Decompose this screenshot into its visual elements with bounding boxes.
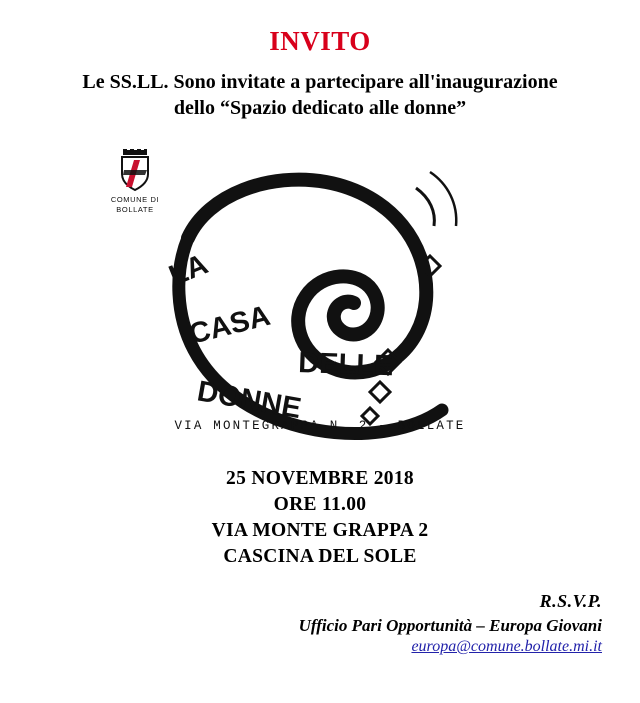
logo-text-line-2: BOLLATE bbox=[116, 205, 154, 214]
spiral-artwork-icon bbox=[130, 154, 510, 454]
invitation-subtitle bbox=[0, 69, 640, 121]
rsvp-office: Ufficio Pari Opportunità – Europa Giovani bbox=[298, 616, 602, 635]
event-details bbox=[0, 466, 640, 570]
artwork-word-casa: CASA bbox=[185, 299, 274, 351]
event-street: VIA MONTE GRAPPA 2 bbox=[211, 520, 429, 541]
subtitle-line-1: Le SS.LL. Sono invitate a partecipare all'inaugurazione bbox=[82, 71, 558, 93]
event-locality: CASCINA DEL SOLE bbox=[223, 546, 417, 567]
page-title: INVITO bbox=[269, 26, 371, 56]
event-time: ORE 11.00 bbox=[273, 494, 367, 515]
invitation-page bbox=[0, 26, 640, 703]
rsvp-block bbox=[299, 591, 602, 656]
artwork-word-delle: DELLE bbox=[297, 347, 394, 383]
artwork-word-la: LA bbox=[164, 248, 213, 293]
artwork-word-donne: DONNE bbox=[194, 375, 304, 426]
subtitle-line-2: dello “Spazio dedicato alle donne” bbox=[173, 97, 467, 119]
rsvp-label: R.S.V.P. bbox=[539, 591, 602, 611]
logo-text-line-1: COMUNE DI bbox=[110, 195, 160, 204]
event-date: 25 NOVEMBRE 2018 bbox=[226, 468, 414, 489]
rsvp-email-link[interactable]: europa@comune.bollate.mi.it bbox=[411, 638, 602, 655]
artwork-address-caption: VIA MONTEGRAPPA N. 2 - BOLLATE bbox=[174, 419, 466, 433]
